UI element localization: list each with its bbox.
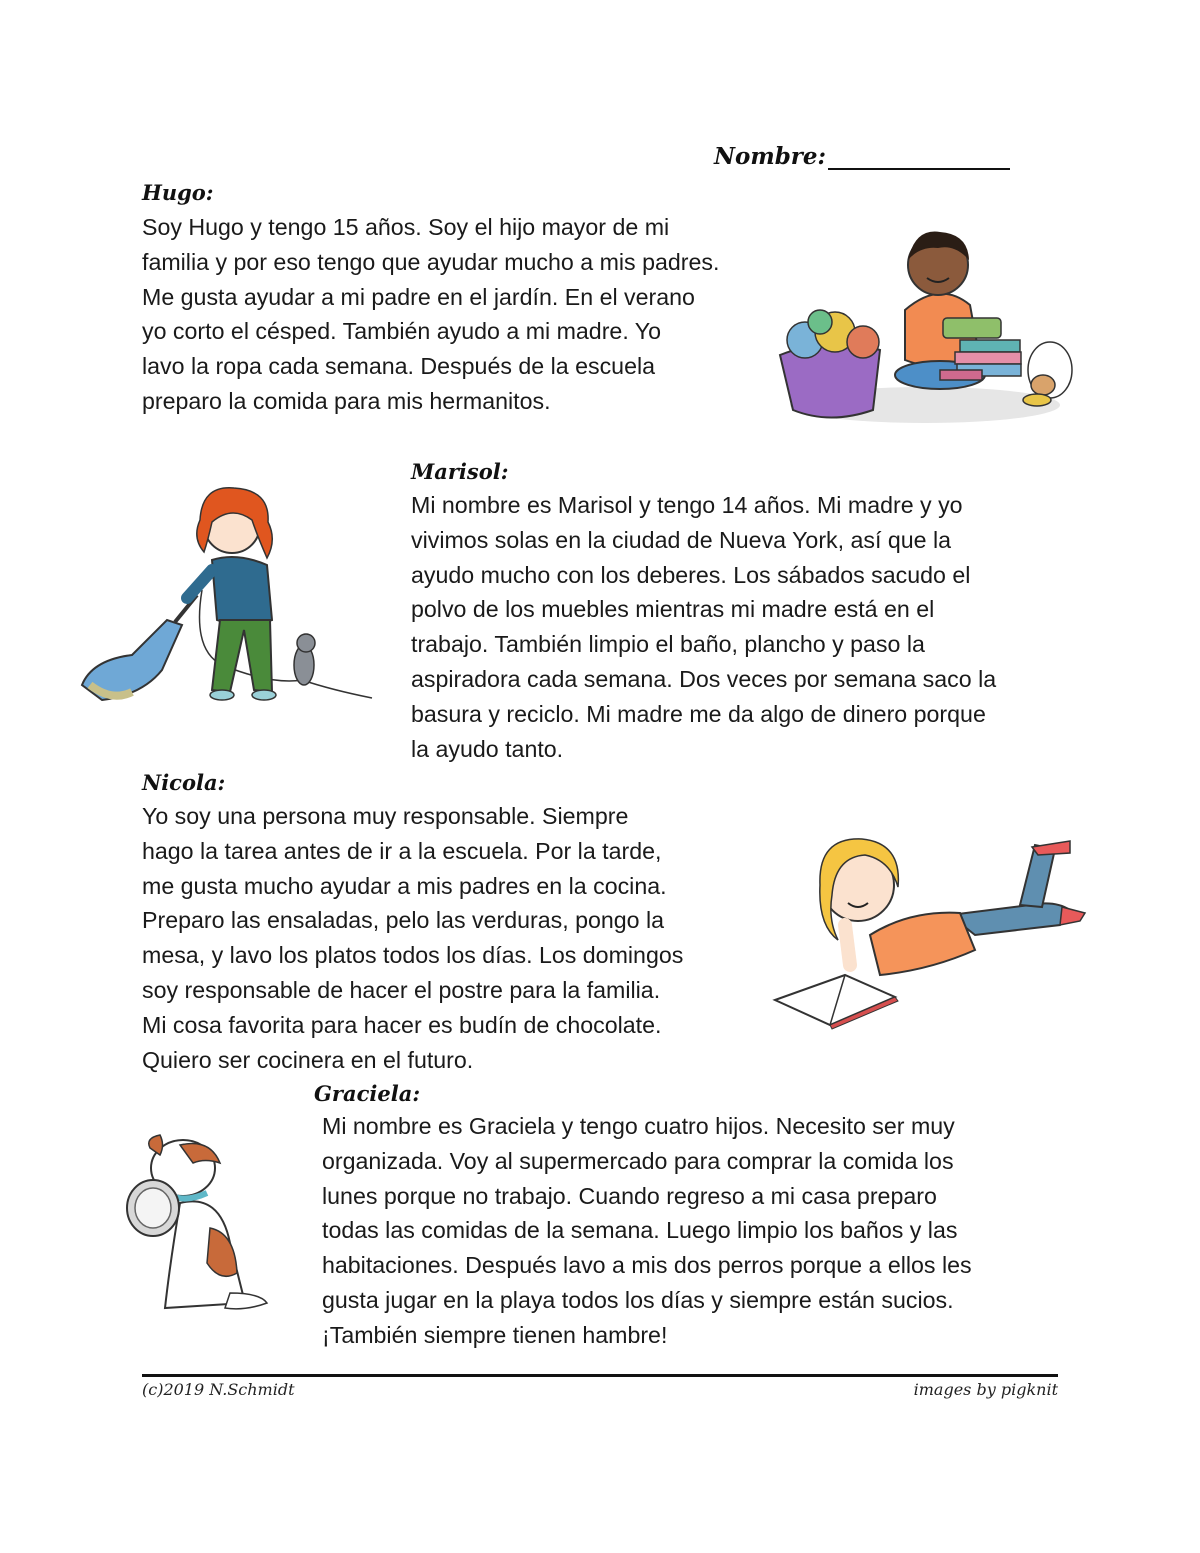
text-line: Quiero ser cocinera en el futuro. [142, 1046, 474, 1073]
text-line: soy responsable de hacer el postre para la familia. [142, 976, 661, 1003]
footer-divider [142, 1374, 1058, 1377]
text-line: Yo soy una persona muy responsable. Siempre [142, 803, 629, 829]
text-line: Mi nombre es Graciela y tengo cuatro hijos. Necesito ser muy [322, 1113, 955, 1139]
boy-folding-laundry-illustration [775, 210, 1085, 435]
graciela-heading: Graciela: [314, 1081, 421, 1106]
dog-with-bowl-illustration [125, 1133, 270, 1315]
name-blank-line[interactable] [828, 146, 1010, 170]
graciela-paragraph [322, 1109, 972, 1353]
text-line: ayudo mucho con los deberes. Los sábados sacudo el [411, 561, 971, 588]
text-line: gusta jugar en la playa todos los días y siempre están sucios. [322, 1286, 954, 1313]
text-line: polvo de los muebles mientras mi madre está en el [411, 596, 935, 623]
text-line: Mi nombre es Marisol y tengo 14 años. Mi madre y yo [411, 492, 963, 518]
text-line: Mi cosa favorita para hacer es budín de chocolate. [142, 1011, 662, 1038]
hugo-paragraph [142, 210, 719, 419]
hugo-heading: Hugo: [142, 180, 214, 205]
image-credit-text: images by pigknit [913, 1380, 1058, 1399]
text-line: yo corto el césped. También ayudo a mi madre. Yo [142, 318, 662, 345]
text-line: ¡También siempre tienen hambre! [322, 1321, 668, 1348]
marisol-heading: Marisol: [411, 459, 509, 484]
text-line: organizada. Voy al supermercado para comprar la comida los [322, 1147, 954, 1174]
text-line: me gusta mucho ayudar a mis padres en la cocina. [142, 872, 667, 899]
girl-vacuuming-illustration [72, 480, 372, 715]
nicola-paragraph [142, 799, 683, 1077]
text-line: Soy Hugo y tengo 15 años. Soy el hijo mayor de mi [142, 214, 670, 240]
copyright-text: (c)2019 N.Schmidt [142, 1380, 295, 1399]
text-line: Preparo las ensaladas, pelo las verduras, pongo la [142, 907, 665, 934]
marisol-paragraph [411, 488, 996, 766]
text-line: Me gusta ayudar a mi padre en el jardín. En el verano [142, 283, 695, 310]
text-line: hago la tarea antes de ir a la escuela. Por la tarde, [142, 837, 662, 864]
text-line: familia y por eso tengo que ayudar mucho a mis padres. [142, 248, 720, 275]
text-line: la ayudo tanto. [411, 735, 564, 762]
text-line: aspiradora cada semana. Dos veces por semana saco la [411, 665, 997, 692]
text-line: vivimos solas en la ciudad de Nueva York, así que la [411, 526, 952, 553]
text-line: trabajo. También limpio el baño, plancho y paso la [411, 631, 925, 658]
text-line: lavo la ropa cada semana. Después de la escuela [142, 353, 656, 380]
text-line: mesa, y lavo los platos todos los días. Los domingos [142, 942, 684, 969]
text-line: todas las comidas de la semana. Luego limpio los baños y las [322, 1217, 958, 1244]
nicola-heading: Nicola: [142, 770, 226, 795]
text-line: habitaciones. Después lavo a mis dos perros porque a ellos les [322, 1252, 972, 1279]
name-field [714, 143, 1010, 170]
name-label: Nombre: [714, 143, 827, 170]
text-line: lunes porque no trabajo. Cuando regreso a mi casa preparo [322, 1182, 937, 1209]
text-line: basura y reciclo. Mi madre me da algo de dinero porque [411, 700, 986, 727]
text-line: preparo la comida para mis hermanitos. [142, 387, 551, 414]
girl-reading-illustration [770, 825, 1090, 1030]
